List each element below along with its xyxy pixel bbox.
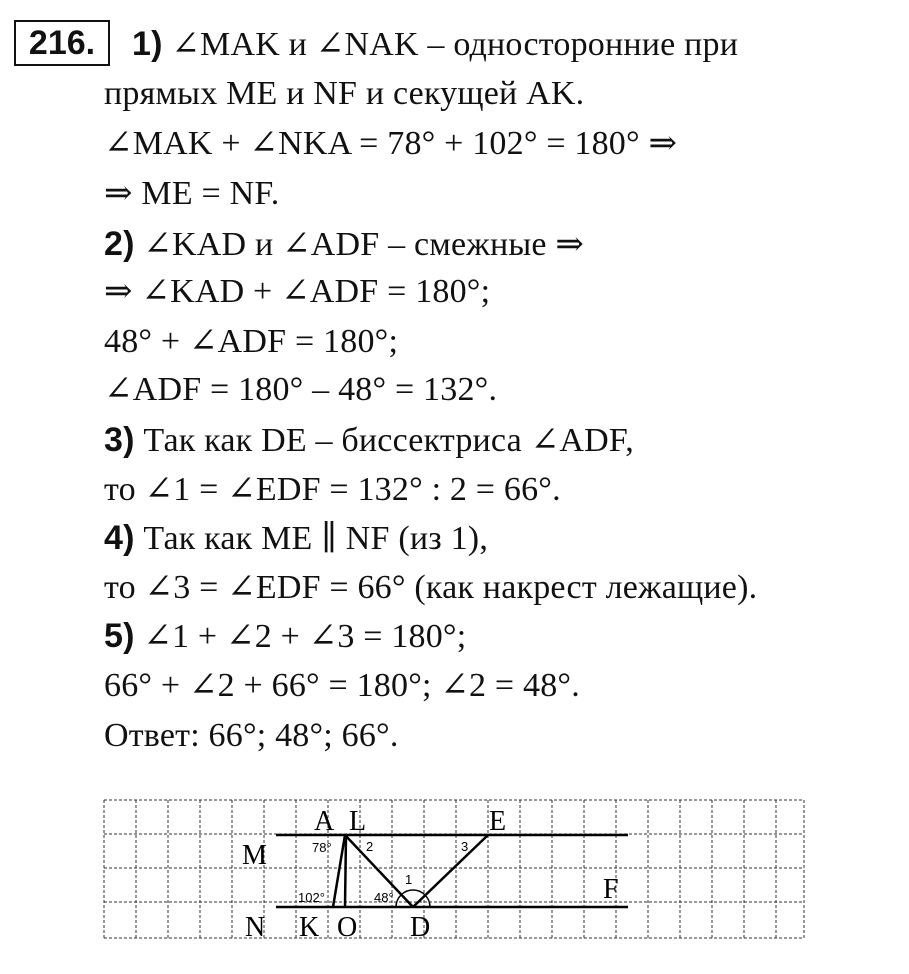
line-text: ∠ADF = 180° – 48° = 132°. [104, 371, 498, 408]
label-A: A [314, 806, 335, 837]
step-marker: 5) [104, 617, 135, 655]
line-text: 66° + ∠2 + 66° = 180°; ∠2 = 48°. [104, 667, 580, 704]
solution-line-4 [104, 174, 279, 214]
figure-svg [100, 796, 810, 946]
label-O: O [337, 912, 358, 943]
solution-line-14 [104, 666, 580, 706]
solution-line-9 [104, 420, 634, 461]
line-text: ⇒ ∠KAD + ∠ADF = 180°; [104, 273, 491, 310]
segment-AO [345, 835, 346, 907]
line-text: ∠1 + ∠2 + ∠3 = 180°; [143, 618, 467, 655]
solution-line-12 [104, 568, 757, 608]
angle-labels [298, 839, 468, 905]
solution-line-10 [104, 470, 561, 510]
line-text: то ∠1 = ∠EDF = 132° : 2 = 66°. [104, 471, 561, 508]
angle-label-1: 1 [405, 872, 413, 887]
solution-line-13 [104, 616, 466, 657]
angle-arc-D [396, 890, 430, 907]
line-text: ⇒ ME = NF. [104, 175, 280, 212]
angle-label-2: 2 [366, 839, 374, 854]
solution-line-1 [132, 24, 738, 65]
segment-AK [333, 835, 345, 907]
solution-line-11 [104, 518, 488, 559]
line-text: прямых ME и NF и секущей AK. [104, 75, 585, 112]
line-text: то ∠3 = ∠EDF = 66° (как накрест лежащие). [104, 569, 758, 606]
step-marker: 3) [104, 421, 135, 459]
line-text: ∠MAK + ∠NKA = 78° + 102° = 180° ⇒ [104, 125, 678, 162]
solution-line-5 [104, 224, 584, 265]
line-text: Так как ME ∥ NF (из 1), [143, 520, 489, 557]
line-text: ∠MAK и ∠NAK – односторонние при [171, 26, 739, 63]
solution-line-8 [104, 370, 497, 410]
solution-line-7 [104, 322, 398, 362]
angle-label-3: 3 [461, 839, 469, 854]
label-D: D [410, 912, 431, 943]
label-M: M [242, 840, 267, 871]
label-L: L [349, 806, 367, 837]
line-text: Ответ: 66°; 48°; 66°. [104, 717, 399, 754]
line-text: Так как DE – биссектриса ∠ADF, [143, 422, 634, 459]
step-marker: 2) [104, 225, 135, 263]
angle-label-102: 102° [298, 890, 325, 905]
label-N: N [245, 912, 266, 943]
label-F: F [603, 874, 619, 905]
label-E: E [489, 806, 507, 837]
line-text: ∠KAD и ∠ADF – смежные ⇒ [143, 226, 585, 263]
solution-line-6 [104, 272, 490, 312]
geometry-figure [100, 796, 810, 951]
line-text: 48° + ∠ADF = 180°; [104, 323, 399, 360]
step-marker: 4) [104, 519, 135, 557]
step-marker: 1) [132, 25, 163, 63]
label-K: K [299, 912, 320, 943]
solution-line-2 [104, 74, 584, 114]
problem-number: 216. [14, 20, 110, 66]
angle-label-48: 48° [374, 890, 394, 905]
angle-label-78: 78° [312, 840, 332, 855]
point-labels [242, 806, 619, 943]
solution-line-15 [104, 716, 399, 756]
solution-line-3 [104, 124, 677, 164]
